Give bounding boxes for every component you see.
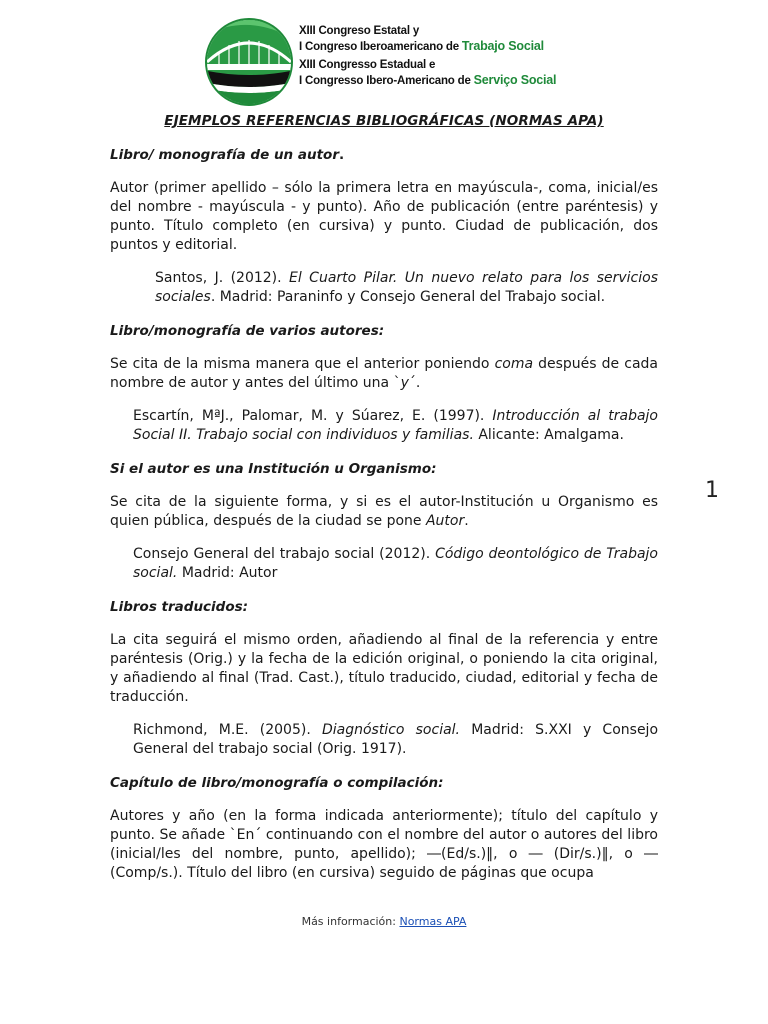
logo-line-3: XIII Congresso Estadual e: [299, 59, 436, 71]
footer-label: Más información:: [301, 915, 400, 928]
section-heading-translated: Libros traducidos:: [110, 599, 249, 615]
reference-example-single-author: Santos, J. (2012). El Cuarto Pilar. Un nuevo relato para los servicios sociales. Madrid: Paraninfo y Consejo General del Trabajo social.: [155, 270, 658, 305]
logo-line-4: I Congresso Ibero-Americano de Serviço Social: [299, 73, 557, 87]
congress-title-text: [299, 24, 569, 89]
section-heading-multiple-authors: Libro/monografía de varios autores:: [110, 323, 385, 339]
reference-example-institution: Consejo General del trabajo social (2012). Código deontológico de Trabajo social. Madrid: Autor: [133, 546, 658, 581]
congress-logo-icon: [203, 18, 295, 106]
section-heading-institution: Si el autor es una Institución u Organismo:: [110, 461, 437, 477]
document-body: [110, 113, 658, 883]
reference-example-multiple-authors: Escartín, MªJ., Palomar, M. y Súarez, E. (1997). Introducción al trabajo Social II. Trabajo social con individuos y familias. Alicante: Amalgama.: [133, 408, 658, 443]
footer: [0, 915, 768, 928]
page-title: EJEMPLOS REFERENCIAS BIBLIOGRÁFICAS (NORMAS APA): [164, 113, 604, 129]
page-number: 1: [705, 478, 719, 503]
section-heading-chapter: Capítulo de libro/monografía o compilación:: [110, 775, 444, 791]
section-text-chapter: Autores y año (en la forma indicada anteriormente); título del capítulo y punto. Se añade `En´ continuando con el nombre del autor o autores del libro (inicial/les del nombre, punto, apellido); ―(Ed/s.)‖, o ― (Dir/s.)‖, o ― (Comp/s.). Título del libro (en cursiva) seguido de páginas que ocupa: [110, 808, 658, 881]
section-text-institution: Se cita de la siguiente forma, y si es el autor-Institución u Organismo es quien pública, después de la ciudad se pone Autor.: [110, 494, 658, 529]
section-text-multiple-authors: Se cita de la misma manera que el anterior poniendo coma después de cada nombre de autor y antes del último una `y´.: [110, 356, 658, 391]
reference-example-translated: Richmond, M.E. (2005). Diagnóstico social. Madrid: S.XXI y Consejo General del trabajo social (Orig. 1917).: [133, 722, 659, 757]
logo-line-2: I Congreso Iberoamericano de Trabajo Social: [299, 39, 544, 53]
section-heading-single-author: Libro/ monografía de un autor.: [110, 147, 345, 163]
section-text-single-author: Autor (primer apellido – sólo la primera letra en mayúscula-, coma, inicial/es del nombre - mayúscula - y punto). Año de publicación (entre paréntesis) y punto. Título completo (en cursiva) y punto. Ciudad de publicación, dos puntos y editorial.: [110, 180, 658, 253]
section-text-translated: La cita seguirá el mismo orden, añadiendo al final de la referencia y entre paréntesis (Orig.) y la fecha de la edición original, o poniendo la cita original, y añadiendo al final (Trad. Cast.), título traducido, ciudad, editorial y fecha de traducción.: [110, 632, 658, 705]
normas-apa-link[interactable]: Normas APA: [399, 915, 467, 928]
congress-header: [203, 18, 573, 106]
logo-line-1: XIII Congreso Estatal y: [299, 25, 420, 37]
